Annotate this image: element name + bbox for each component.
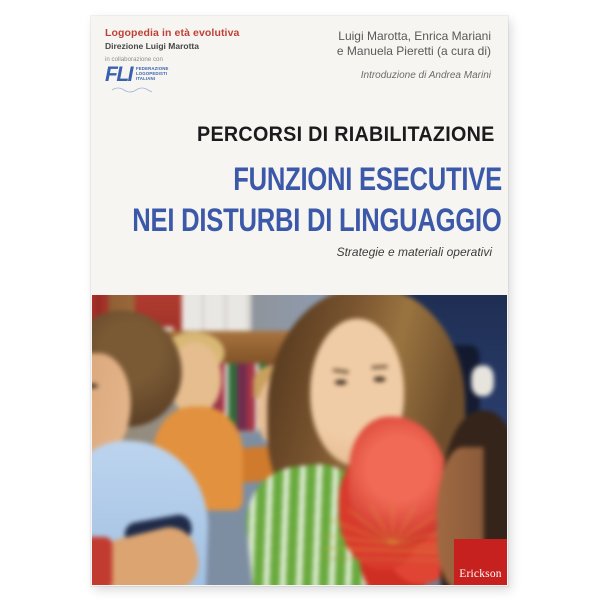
fli-logo — [105, 65, 239, 85]
center-girl-right-eye — [373, 377, 385, 382]
fli-full-name — [136, 68, 181, 83]
fli-line-2: LOGOPEDISTI — [136, 72, 168, 77]
classroom-photo-scene — [92, 295, 507, 585]
center-girl-left-eye — [335, 380, 347, 385]
fli-signature-mark — [111, 86, 153, 94]
series-title: Logopedia in età evolutiva — [105, 27, 240, 39]
book-cover — [91, 16, 508, 586]
red-cloth-corner — [92, 537, 112, 585]
series-block — [105, 27, 239, 94]
authors-line-1: Luigi Marotta, Enrica Mariani — [338, 29, 491, 43]
series-banner-text: PERCORSI DI RIABILITAZIONE — [197, 123, 495, 146]
publisher-logo — [454, 539, 507, 585]
white-background-patch — [471, 366, 493, 397]
cover-photo — [92, 295, 507, 585]
authors-block — [337, 29, 491, 81]
introduction-credit: Introduzione di Andrea Marini — [360, 70, 491, 81]
book-title-line-1: FUNZIONI ESECUTIVE — [233, 161, 502, 197]
book-title — [40, 162, 502, 244]
book-title-line-2: NEI DISTURBI DI LINGUAGGIO — [132, 202, 502, 238]
fli-line-3: ITALIANI — [136, 77, 156, 82]
fli-acronym: FLI — [105, 63, 132, 86]
series-director: Direzione Luigi Marotta — [105, 41, 199, 51]
authors-line-2: e Manuela Pieretti (a cura di) — [336, 44, 491, 58]
book-subtitle: Strategie e materiali operativi — [336, 245, 492, 259]
fli-line-1: FEDERAZIONE — [136, 67, 169, 72]
series-collaboration-label: in collaborazione con — [105, 56, 163, 63]
series-banner — [178, 123, 495, 147]
publisher-name: Erickson — [459, 568, 502, 580]
